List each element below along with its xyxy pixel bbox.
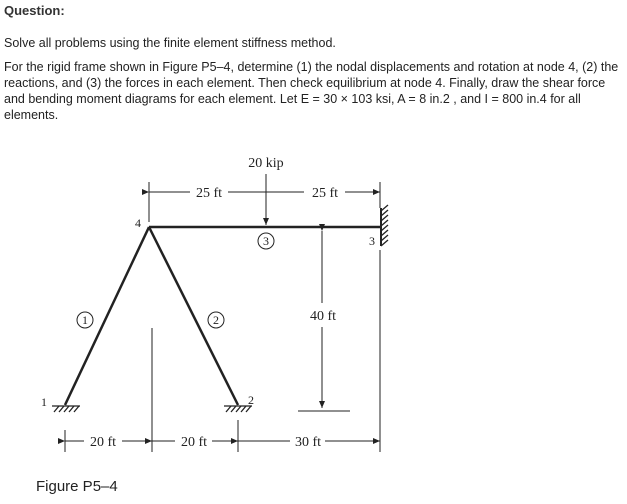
dim-bottom-3: 30 ft: [294, 435, 322, 450]
element-2-member: [149, 227, 238, 405]
pin-support-node-1: [52, 406, 80, 412]
node-4-label: 4: [135, 216, 141, 230]
element-1-label: 1: [82, 313, 88, 327]
figure-caption: Figure P5–4: [36, 478, 118, 495]
node-3-label: 3: [369, 234, 375, 248]
dim-bottom-2: 20 ft: [180, 435, 208, 450]
problem-text: For the rigid frame shown in Figure P5–4, determine (1) the nodal displacements and rotation at node 4, (2) the reactions, and (3) the forces in each element. Then check equilibrium at node 4. Finally, draw the shear force and bending moment diagrams for each element. Let E = 30 × 103 ksi, A = 8 in.2 , and I = 800 in.4 for all elements.: [4, 60, 619, 122]
element-2-label: 2: [213, 313, 219, 327]
instruction-text: Solve all problems using the finite element stiffness method.: [4, 36, 336, 50]
dim-top-left: 25 ft: [195, 186, 223, 201]
node-1-label: 1: [41, 395, 47, 409]
load-label: 20 kip: [248, 156, 284, 171]
dim-top-right: 25 ft: [311, 186, 339, 201]
node-2-label: 2: [248, 393, 254, 407]
dim-bottom-1: 20 ft: [89, 435, 117, 450]
question-heading: Question:: [4, 3, 65, 18]
dim-height: 40 ft: [309, 309, 337, 324]
element-3-label: 3: [263, 234, 269, 248]
fixed-support-node-3: [381, 205, 388, 246]
